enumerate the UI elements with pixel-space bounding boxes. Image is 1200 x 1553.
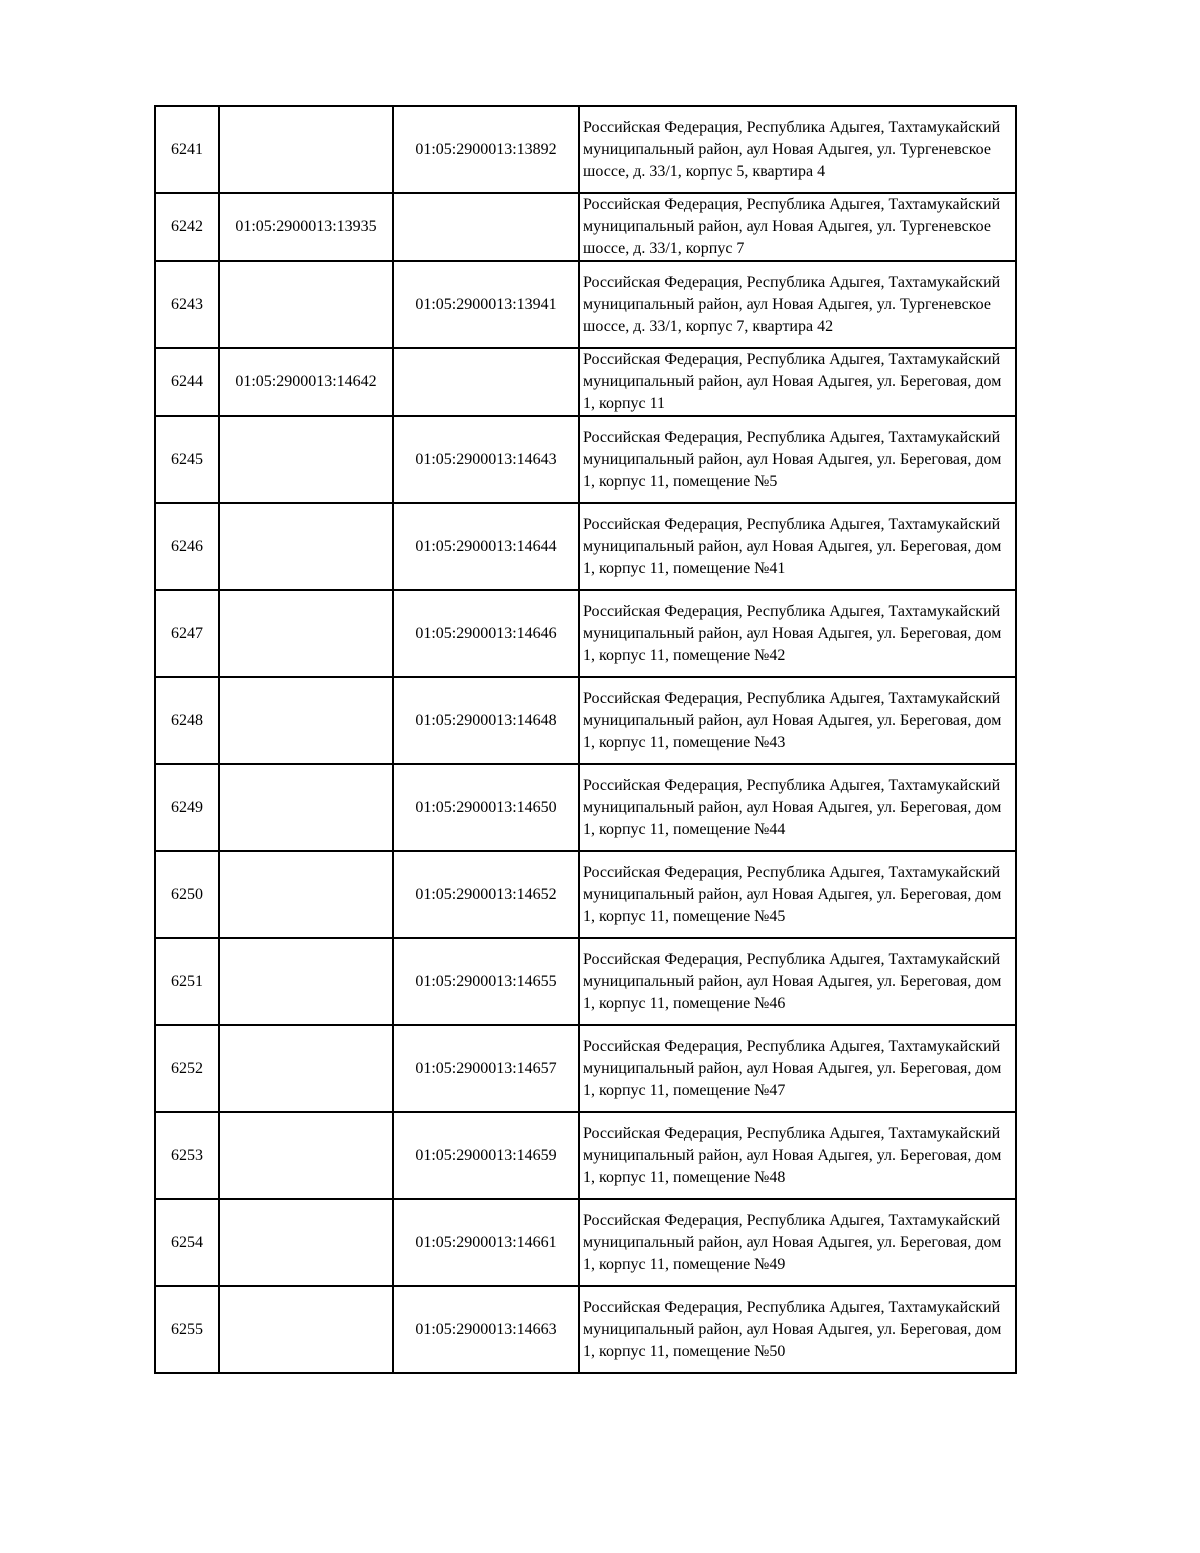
address-cell: Российская Федерация, Республика Адыгея, Тахтамукайский муниципальный район, аул Новая Адыгея, ул. Тургеневское шоссе, д. 33/1, корпус 7 bbox=[579, 193, 1016, 261]
address-cell: Российская Федерация, Республика Адыгея, Тахтамукайский муниципальный район, аул Новая Адыгея, ул. Береговая, дом 1, корпус 11, помещение №47 bbox=[579, 1025, 1016, 1112]
row-number: 6243 bbox=[155, 261, 219, 348]
cadastral-number-room: 01:05:2900013:14644 bbox=[393, 503, 579, 590]
row-number: 6241 bbox=[155, 106, 219, 193]
cadastral-number-building bbox=[219, 590, 393, 677]
address-cell: Российская Федерация, Республика Адыгея, Тахтамукайский муниципальный район, аул Новая Адыгея, ул. Береговая, дом 1, корпус 11, помещение №48 bbox=[579, 1112, 1016, 1199]
address-cell: Российская Федерация, Республика Адыгея, Тахтамукайский муниципальный район, аул Новая Адыгея, ул. Тургеневское шоссе, д. 33/1, корпус 7, квартира 42 bbox=[579, 261, 1016, 348]
cadastral-number-room: 01:05:2900013:13892 bbox=[393, 106, 579, 193]
row-number: 6251 bbox=[155, 938, 219, 1025]
table-row bbox=[155, 348, 1016, 416]
table-row bbox=[155, 938, 1016, 1025]
address-cell: Российская Федерация, Республика Адыгея, Тахтамукайский муниципальный район, аул Новая Адыгея, ул. Береговая, дом 1, корпус 11 bbox=[579, 348, 1016, 416]
cadastral-number-building bbox=[219, 1112, 393, 1199]
table-row bbox=[155, 1025, 1016, 1112]
table-row bbox=[155, 261, 1016, 348]
row-number: 6252 bbox=[155, 1025, 219, 1112]
cadastral-number-room: 01:05:2900013:14657 bbox=[393, 1025, 579, 1112]
table-row bbox=[155, 193, 1016, 261]
cadastral-number-building: 01:05:2900013:13935 bbox=[219, 193, 393, 261]
address-cell: Российская Федерация, Республика Адыгея, Тахтамукайский муниципальный район, аул Новая Адыгея, ул. Береговая, дом 1, корпус 11, помещение №46 bbox=[579, 938, 1016, 1025]
table-row bbox=[155, 416, 1016, 503]
table-row bbox=[155, 503, 1016, 590]
address-cell: Российская Федерация, Республика Адыгея, Тахтамукайский муниципальный район, аул Новая Адыгея, ул. Береговая, дом 1, корпус 11, помещение №50 bbox=[579, 1286, 1016, 1373]
address-cell: Российская Федерация, Республика Адыгея, Тахтамукайский муниципальный район, аул Новая Адыгея, ул. Береговая, дом 1, корпус 11, помещение №42 bbox=[579, 590, 1016, 677]
row-number: 6253 bbox=[155, 1112, 219, 1199]
address-cell: Российская Федерация, Республика Адыгея, Тахтамукайский муниципальный район, аул Новая Адыгея, ул. Береговая, дом 1, корпус 11, помещение №5 bbox=[579, 416, 1016, 503]
row-number: 6246 bbox=[155, 503, 219, 590]
cadastral-number-building bbox=[219, 1286, 393, 1373]
row-number: 6255 bbox=[155, 1286, 219, 1373]
cadastral-number-building bbox=[219, 677, 393, 764]
cadastral-number-building bbox=[219, 106, 393, 193]
cadastral-number-room: 01:05:2900013:14659 bbox=[393, 1112, 579, 1199]
cadastral-number-room: 01:05:2900013:14643 bbox=[393, 416, 579, 503]
table-row bbox=[155, 106, 1016, 193]
table-row bbox=[155, 1286, 1016, 1373]
row-number: 6242 bbox=[155, 193, 219, 261]
table-row bbox=[155, 1199, 1016, 1286]
table-row bbox=[155, 590, 1016, 677]
cadastral-number-building bbox=[219, 261, 393, 348]
cadastral-number-room: 01:05:2900013:14655 bbox=[393, 938, 579, 1025]
cadastral-number-room: 01:05:2900013:14652 bbox=[393, 851, 579, 938]
cadastral-number-room: 01:05:2900013:14661 bbox=[393, 1199, 579, 1286]
address-cell: Российская Федерация, Республика Адыгея, Тахтамукайский муниципальный район, аул Новая Адыгея, ул. Береговая, дом 1, корпус 11, помещение №45 bbox=[579, 851, 1016, 938]
cadastral-number-room: 01:05:2900013:14650 bbox=[393, 764, 579, 851]
cadastral-number-room bbox=[393, 348, 579, 416]
row-number: 6249 bbox=[155, 764, 219, 851]
table-row bbox=[155, 851, 1016, 938]
address-cell: Российская Федерация, Республика Адыгея, Тахтамукайский муниципальный район, аул Новая Адыгея, ул. Береговая, дом 1, корпус 11, помещение №44 bbox=[579, 764, 1016, 851]
cadastral-number-building bbox=[219, 416, 393, 503]
cadastral-number-room: 01:05:2900013:14646 bbox=[393, 590, 579, 677]
cadastral-number-building bbox=[219, 1025, 393, 1112]
cadastral-number-room bbox=[393, 193, 579, 261]
property-table bbox=[154, 105, 1017, 1374]
address-cell: Российская Федерация, Республика Адыгея, Тахтамукайский муниципальный район, аул Новая Адыгея, ул. Тургеневское шоссе, д. 33/1, корпус 5, квартира 4 bbox=[579, 106, 1016, 193]
cadastral-number-building: 01:05:2900013:14642 bbox=[219, 348, 393, 416]
cadastral-number-room: 01:05:2900013:13941 bbox=[393, 261, 579, 348]
address-cell: Российская Федерация, Республика Адыгея, Тахтамукайский муниципальный район, аул Новая Адыгея, ул. Береговая, дом 1, корпус 11, помещение №43 bbox=[579, 677, 1016, 764]
cadastral-number-building bbox=[219, 1199, 393, 1286]
cadastral-number-building bbox=[219, 938, 393, 1025]
address-cell: Российская Федерация, Республика Адыгея, Тахтамукайский муниципальный район, аул Новая Адыгея, ул. Береговая, дом 1, корпус 11, помещение №49 bbox=[579, 1199, 1016, 1286]
row-number: 6245 bbox=[155, 416, 219, 503]
cadastral-number-building bbox=[219, 503, 393, 590]
table-row bbox=[155, 677, 1016, 764]
cadastral-number-room: 01:05:2900013:14648 bbox=[393, 677, 579, 764]
cadastral-number-building bbox=[219, 851, 393, 938]
row-number: 6250 bbox=[155, 851, 219, 938]
address-cell: Российская Федерация, Республика Адыгея, Тахтамукайский муниципальный район, аул Новая Адыгея, ул. Береговая, дом 1, корпус 11, помещение №41 bbox=[579, 503, 1016, 590]
row-number: 6244 bbox=[155, 348, 219, 416]
cadastral-number-building bbox=[219, 764, 393, 851]
row-number: 6247 bbox=[155, 590, 219, 677]
cadastral-number-room: 01:05:2900013:14663 bbox=[393, 1286, 579, 1373]
table-row bbox=[155, 764, 1016, 851]
row-number: 6248 bbox=[155, 677, 219, 764]
row-number: 6254 bbox=[155, 1199, 219, 1286]
table-row bbox=[155, 1112, 1016, 1199]
